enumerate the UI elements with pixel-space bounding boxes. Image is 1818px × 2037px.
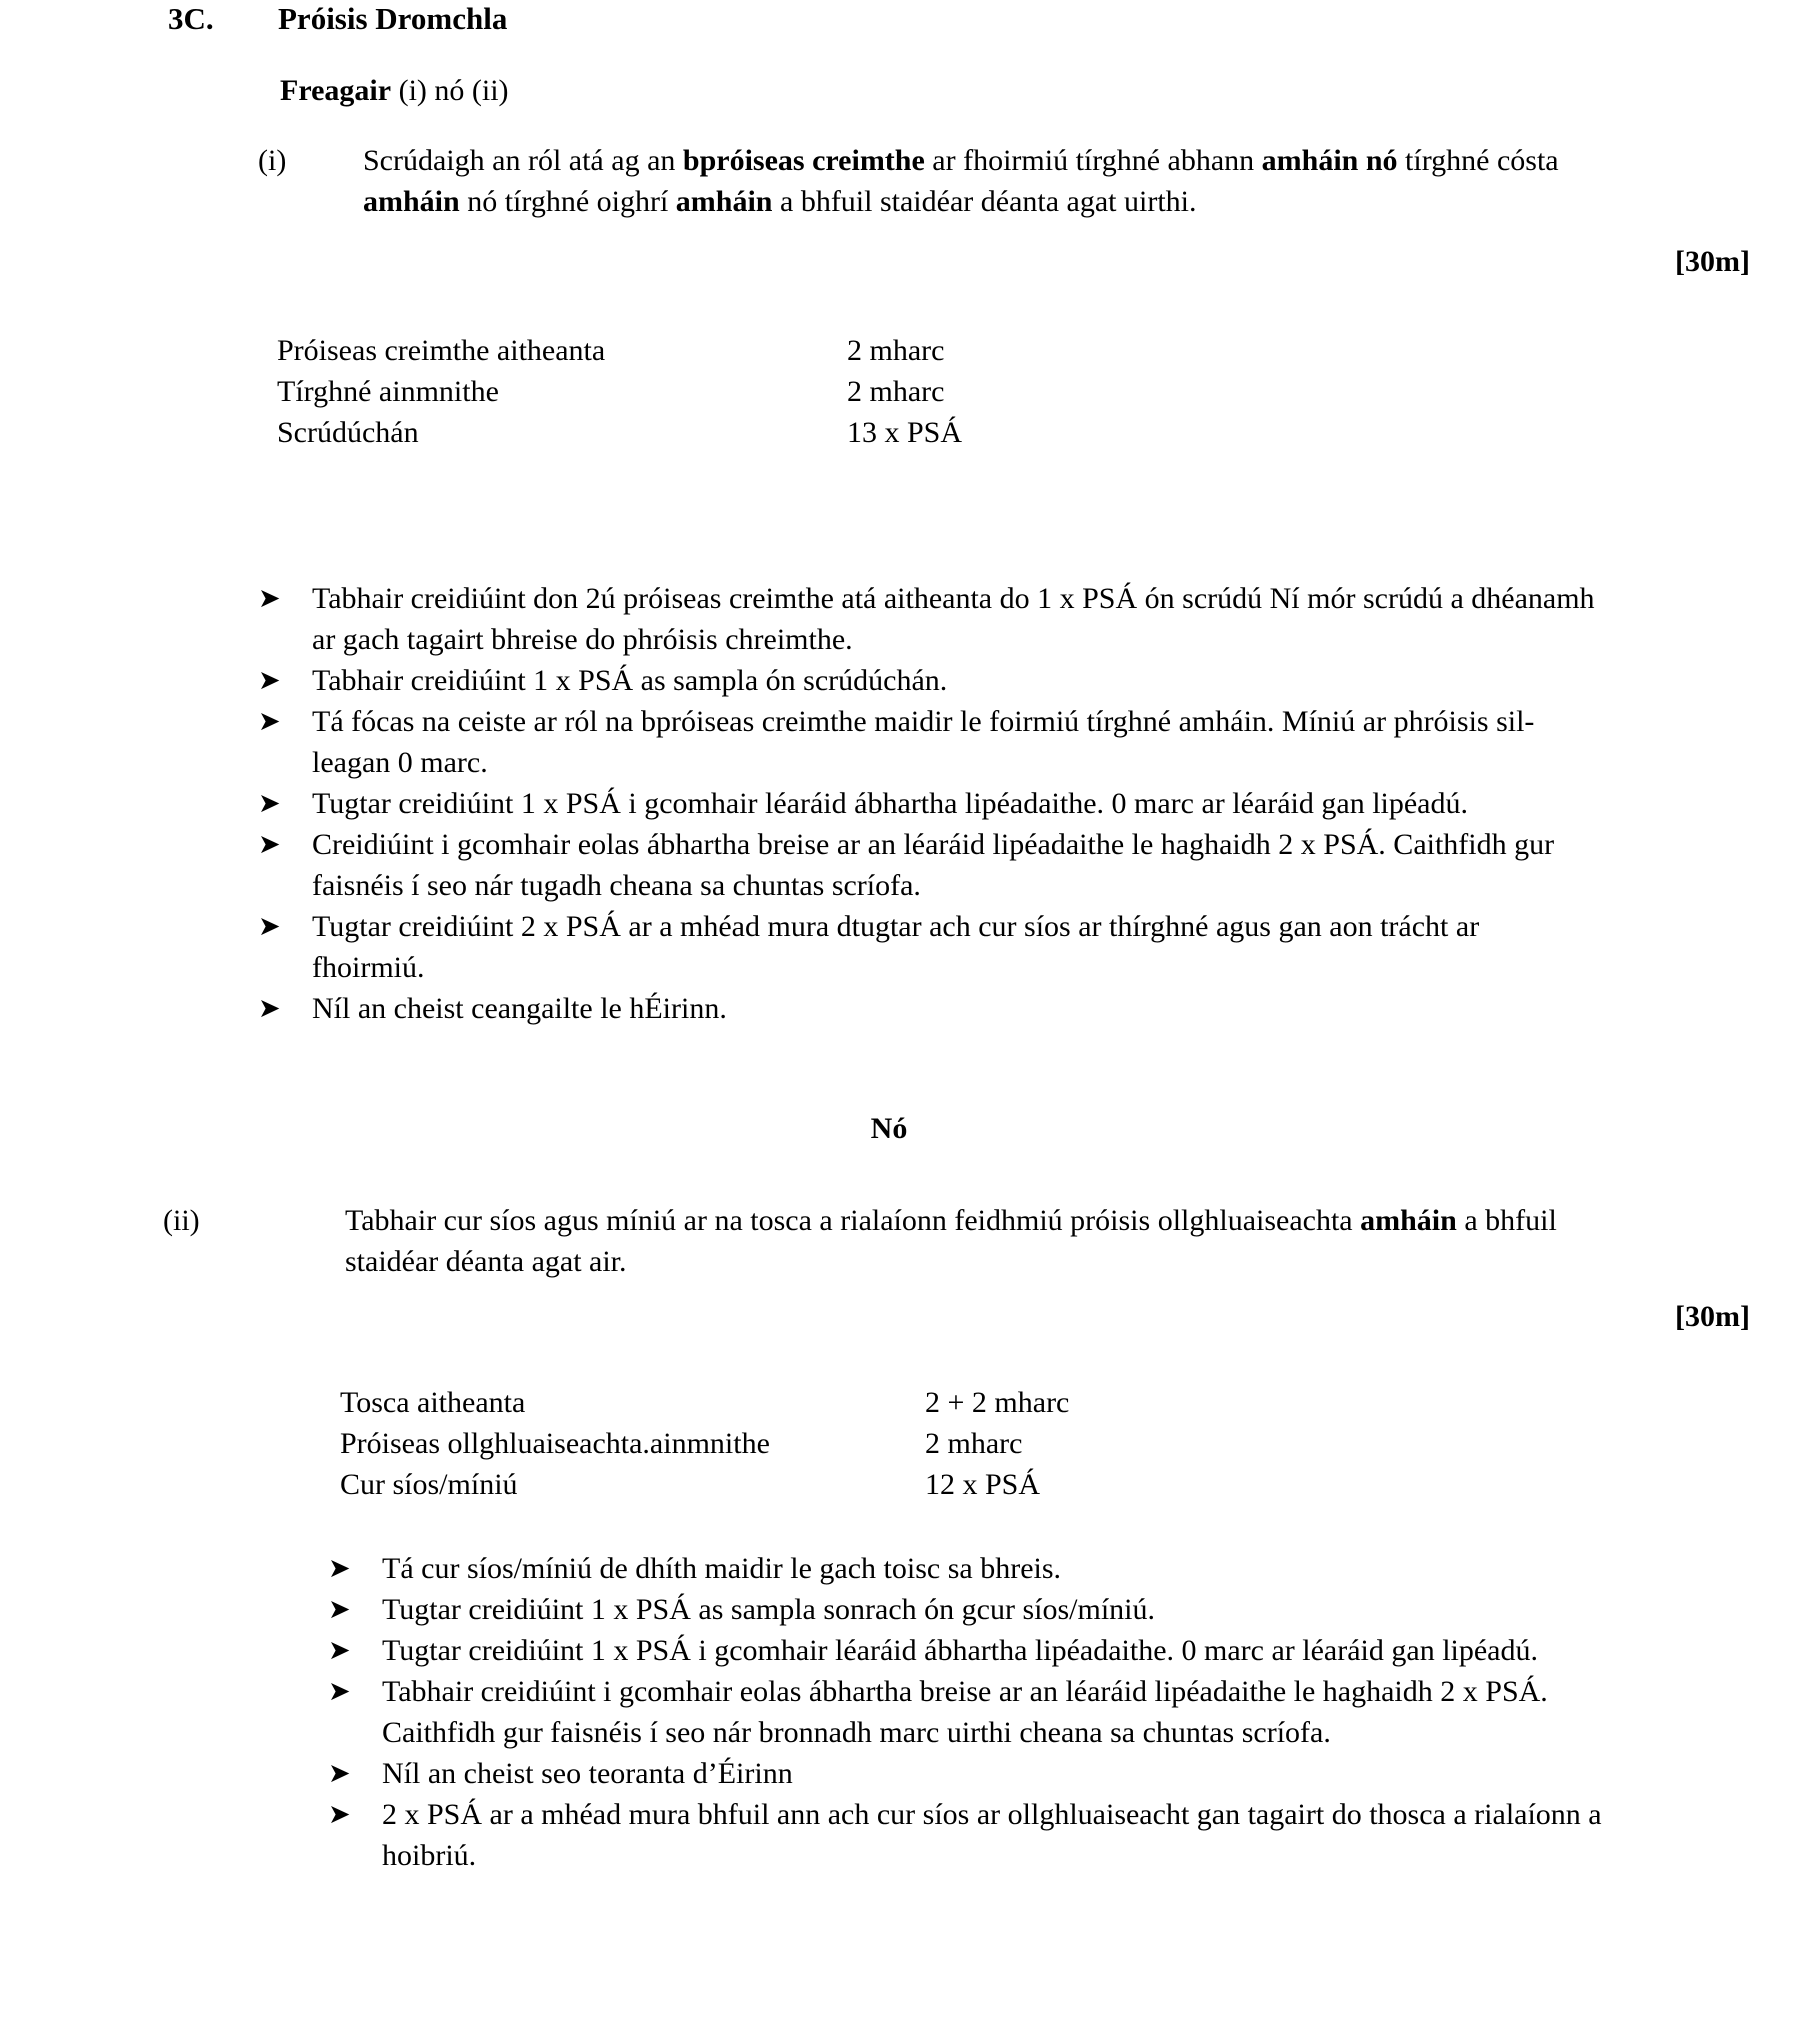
table-row [277, 412, 962, 453]
question-text-run-2: ar fhoirmiú tírghné abhann [924, 144, 1262, 177]
arrow-bullet-icon: ➤ [328, 1594, 351, 1624]
list-item-text: Tabhair creidiúint don 2ú próiseas creimthe atá aitheanta do 1 x PSÁ ón scrúdú Ní mór scrúdú a dhéanamh ar gach tagairt bhreise do phróisis chreimthe. [312, 582, 1595, 656]
part-ii-marks-table-body [340, 1382, 1069, 1505]
arrow-bullet-icon: ➤ [258, 788, 281, 818]
list-item [258, 906, 1598, 988]
arrow-bullet-icon: ➤ [258, 706, 281, 736]
question-text-run-6: nó tírghné oighrí [459, 185, 676, 218]
list-item-text: 2 x PSÁ ar a mhéad mura bhfuil ann ach cur síos ar ollghluaiseacht gan tagairt do thosca a rialaíonn a hoibriú. [382, 1798, 1602, 1872]
part-i-marks-table-body [277, 330, 962, 453]
part-ii-question [345, 1200, 1585, 1282]
list-item [328, 1753, 1608, 1794]
list-item [328, 1671, 1608, 1753]
list-item [258, 660, 1598, 701]
list-item-text: Tabhair creidiúint 1 x PSÁ as sampla ón scrúdúchán. [312, 664, 948, 697]
list-item-text: Creidiúint i gcomhair eolas ábhartha breise ar an léaráid lipéadaithe le haghaidh 2 x PSÁ. Caithfidh gur faisnéis í seo nár tugadh cheana sa chuntas scríofa. [312, 828, 1555, 902]
list-item-text: Tugtar creidiúint 2 x PSÁ ar a mhéad mura dtugtar ach cur síos ar thírghné agus gan aon trácht ar fhoirmiú. [312, 910, 1480, 984]
or-divider [0, 1112, 1818, 1146]
marks-value: 2 + 2 mharc [925, 1386, 1070, 1419]
question-text-run-8: a bhfuil staidéar déanta agat uirthi. [772, 185, 1197, 218]
answer-instruction-bold: Freagair [280, 74, 392, 107]
arrow-bullet-icon: ➤ [258, 911, 281, 941]
marks-value: 2 mharc [847, 334, 945, 367]
list-item [258, 701, 1598, 783]
marks-value: 2 mharc [925, 1427, 1023, 1460]
table-row [340, 1464, 1069, 1505]
part-i-question [363, 140, 1643, 222]
table-row [277, 371, 962, 412]
part-ii-notes-list [328, 1548, 1608, 1876]
part-ii-label: (ii) [163, 1204, 200, 1237]
list-item [258, 988, 1598, 1029]
part-i-marks-table [277, 330, 962, 453]
list-item-text: Tugtar creidiúint 1 x PSÁ i gcomhair léaráid ábhartha lipéadaithe. 0 marc ar léaráid gan lipéadú. [382, 1634, 1538, 1667]
marks-criterion: Próiseas creimthe aitheanta [277, 334, 606, 367]
list-item [328, 1630, 1608, 1671]
question-text-run-1: bpróiseas creimthe [682, 144, 925, 177]
table-row [340, 1382, 1069, 1423]
arrow-bullet-icon: ➤ [328, 1635, 351, 1665]
list-item-text: Tá fócas na ceiste ar ról na bpróiseas creimthe maidir le foirmiú tírghné amháin. Míniú ar phróisis sil-leagan 0 marc. [312, 705, 1535, 779]
marks-criterion: Tírghné ainmnithe [277, 375, 499, 408]
part-i-label: (i) [258, 144, 287, 177]
list-item [258, 824, 1598, 906]
arrow-bullet-icon: ➤ [328, 1758, 351, 1788]
answer-instruction [280, 72, 509, 110]
section-title: Próisis Dromchla [278, 1, 508, 36]
arrow-bullet-icon: ➤ [328, 1553, 351, 1583]
question-text-run-0: Scrúdaigh an ról atá ag an [363, 144, 683, 177]
list-item [328, 1794, 1608, 1876]
list-item [258, 578, 1598, 660]
or-divider-label: Nó [870, 1112, 908, 1145]
list-item [258, 783, 1598, 824]
marks-criterion: Tosca aitheanta [340, 1386, 526, 1419]
question-text-run-3: amháin nó [1261, 144, 1398, 177]
arrow-bullet-icon: ➤ [258, 829, 281, 859]
marks-value: 13 x PSÁ [847, 416, 963, 449]
question-text-run-5: amháin [363, 185, 460, 218]
part-i-marks-tag: [30m] [1675, 245, 1750, 278]
list-item-text: Tugtar creidiúint 1 x PSÁ as sampla sonrach ón gcur síos/míniú. [382, 1593, 1155, 1626]
marks-criterion: Cur síos/míniú [340, 1468, 518, 1501]
arrow-bullet-icon: ➤ [328, 1676, 351, 1706]
arrow-bullet-icon: ➤ [328, 1799, 351, 1829]
question-text-run-7: amháin [675, 185, 773, 218]
arrow-bullet-icon: ➤ [258, 583, 281, 613]
table-row [277, 330, 962, 371]
list-item [328, 1548, 1608, 1589]
list-item-text: Tugtar creidiúint 1 x PSÁ i gcomhair léaráid ábhartha lipéadaithe. 0 marc ar léaráid gan lipéadú. [312, 787, 1468, 820]
marks-value: 2 mharc [847, 375, 945, 408]
question-text-run-1: amháin [1360, 1204, 1457, 1237]
marks-criterion: Scrúdúchán [277, 416, 419, 449]
list-item-text: Tá cur síos/míniú de dhíth maidir le gach toisc sa bhreis. [382, 1552, 1062, 1585]
part-i-notes-list [258, 578, 1598, 1029]
arrow-bullet-icon: ➤ [258, 993, 281, 1023]
part-ii-marks-tag: [30m] [1675, 1300, 1750, 1333]
marks-value: 12 x PSÁ [925, 1468, 1041, 1501]
question-text-run-0: Tabhair cur síos agus míniú ar na tosca a rialaíonn feidhmiú próisis ollghluaiseachta [345, 1204, 1361, 1237]
part-ii-marks-table [340, 1382, 1069, 1505]
arrow-bullet-icon: ➤ [258, 665, 281, 695]
list-item-text: Tabhair creidiúint i gcomhair eolas ábhartha breise ar an léaráid lipéadaithe le haghaidh 2 x PSÁ. Caithfidh gur faisnéis í seo nár bronnadh marc uirthi cheana sa chuntas scríofa. [382, 1675, 1548, 1749]
section-number: 3C. [168, 1, 214, 36]
answer-instruction-rest: (i) nó (ii) [391, 74, 509, 107]
marks-criterion: Próiseas ollghluaiseachta.ainmnithe [340, 1427, 770, 1460]
list-item-text: Níl an cheist ceangailte le hÉirinn. [312, 992, 727, 1025]
list-item [328, 1589, 1608, 1630]
table-row [340, 1423, 1069, 1464]
question-text-run-4: tírghné cósta [1397, 144, 1559, 177]
question-text-run-2: a bhfuil staidéar déanta agat air. [345, 1204, 1557, 1278]
list-item-text: Níl an cheist seo teoranta d’Éirinn [382, 1757, 793, 1790]
